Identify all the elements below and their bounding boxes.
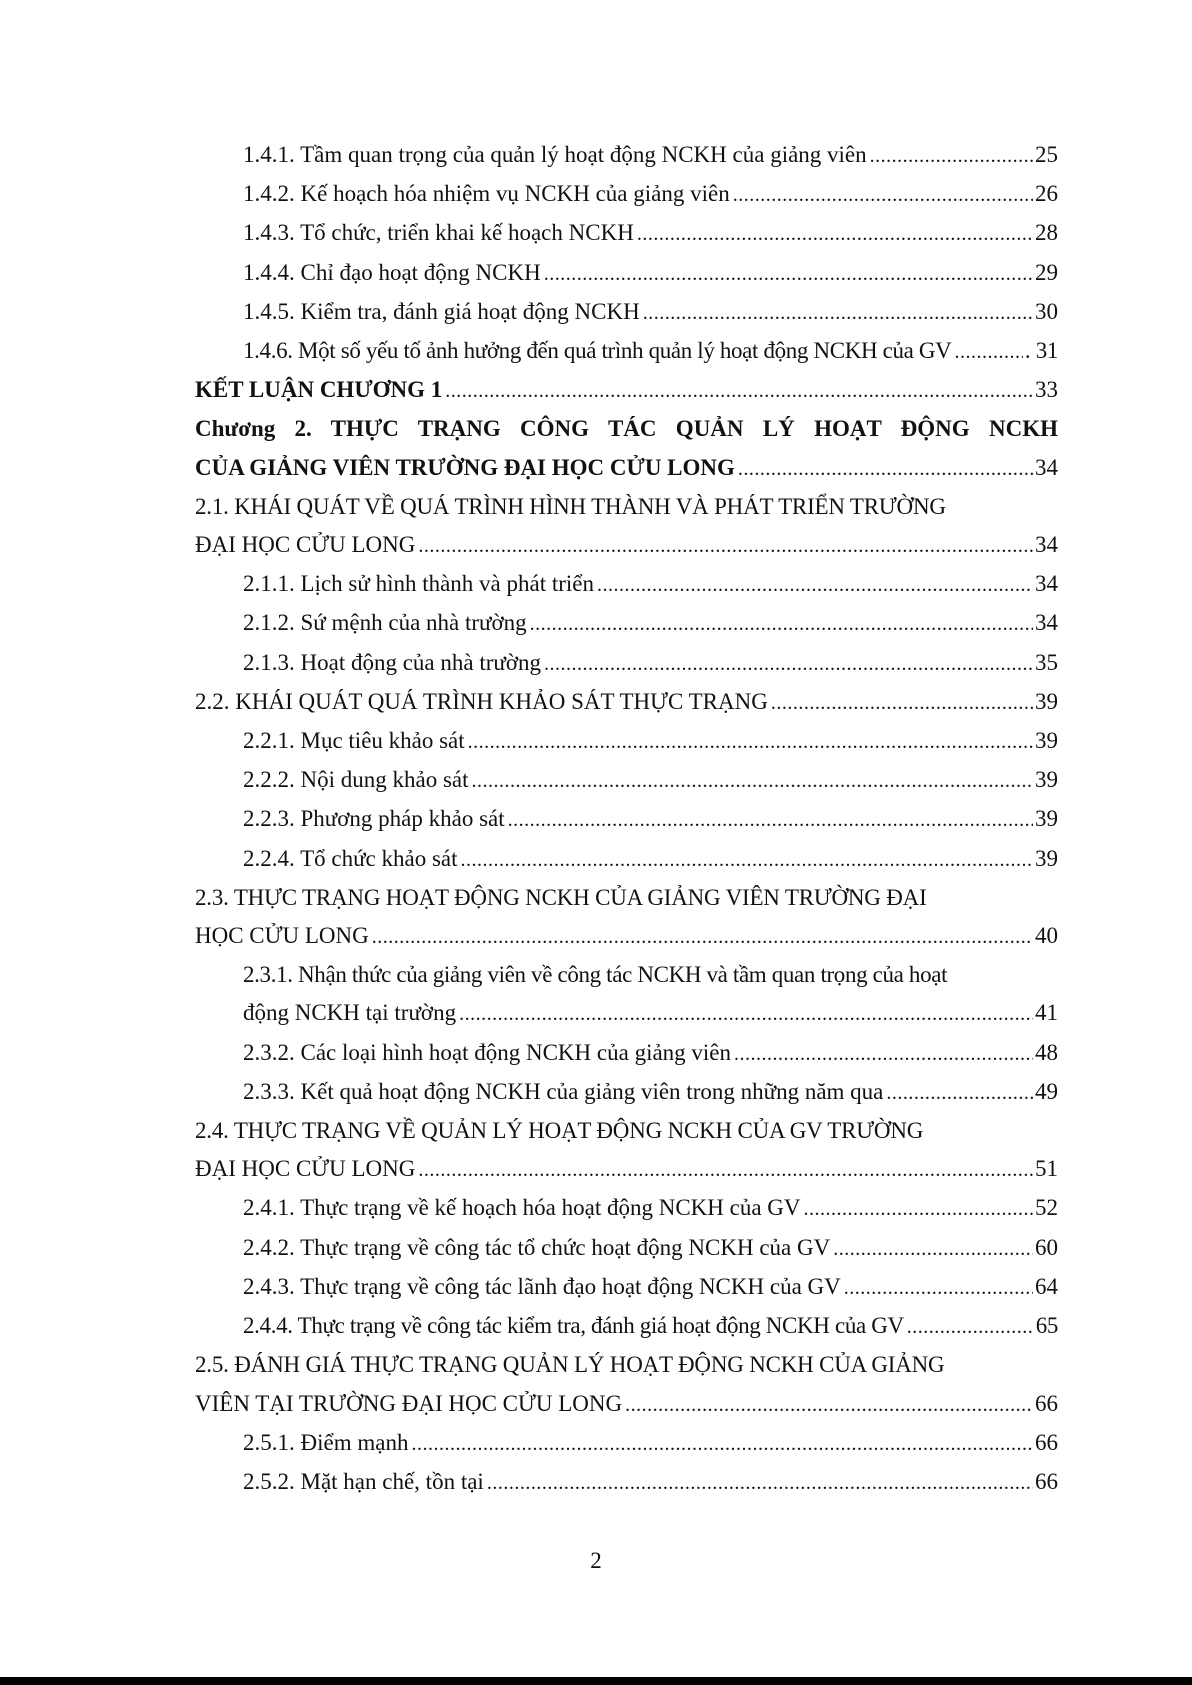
toc-page-number: 28 bbox=[1035, 220, 1058, 246]
toc-page-number: 39 bbox=[1035, 728, 1058, 754]
toc-page-number: 25 bbox=[1035, 142, 1058, 167]
toc-entry-1-4-1 bbox=[195, 136, 1058, 175]
toc-entry-label: 2.3.2. Các loại hình hoạt động NCKH của giảng viên bbox=[243, 1039, 732, 1065]
toc-entry-2-4 bbox=[195, 1150, 1058, 1189]
toc-page-number: 52 bbox=[1035, 1195, 1058, 1221]
dot-leader bbox=[771, 684, 1033, 722]
toc-page-number: 51 bbox=[1035, 1156, 1058, 1182]
toc-entry-label: 2.5.2. Mặt hạn chế, tồn tại bbox=[243, 1468, 484, 1494]
toc-entry-2-2-3 bbox=[195, 800, 1058, 839]
dot-leader bbox=[907, 1308, 1034, 1346]
toc-entry-2-5-1 bbox=[195, 1424, 1058, 1463]
dot-leader bbox=[508, 801, 1033, 839]
dot-leader bbox=[461, 841, 1033, 879]
toc-entry-label: 2.2.2. Nội dung khảo sát bbox=[243, 767, 469, 793]
toc-entry-2-2-1 bbox=[195, 722, 1058, 761]
toc-entry-2-1-2 bbox=[195, 604, 1058, 643]
toc-page-number: 35 bbox=[1035, 649, 1058, 675]
toc-page-number: 34 bbox=[1035, 571, 1058, 597]
toc-page-number: 48 bbox=[1035, 1039, 1058, 1065]
toc-entry-label: 2.4.4. Thực trạng về công tác kiểm tra, đánh giá hoạt động NCKH của GV bbox=[243, 1313, 904, 1339]
dot-leader bbox=[411, 1425, 1033, 1463]
toc-entry-label: ĐẠI HỌC CỬU LONG bbox=[195, 1156, 416, 1182]
toc-entry-1-4-5 bbox=[195, 293, 1058, 332]
toc-page-number: 66 bbox=[1035, 1390, 1058, 1416]
dot-leader bbox=[487, 1464, 1033, 1502]
bottom-edge-bar bbox=[0, 1677, 1192, 1685]
toc-entry-label: VIÊN TẠI TRƯỜNG ĐẠI HỌC CỬU LONG bbox=[195, 1390, 623, 1416]
page-number: 2 bbox=[590, 1548, 602, 1573]
toc-entry-2-3 bbox=[195, 917, 1058, 956]
toc-entry-2-2-4 bbox=[195, 840, 1058, 879]
toc-entry-2-5-line1: 2.5. ĐÁNH GIÁ THỰC TRẠNG QUẢN LÝ HOẠT ĐỘNG NCKH CỦA GIẢNG bbox=[195, 1352, 945, 1378]
toc-entry-2-4-2 bbox=[195, 1229, 1058, 1268]
toc-entry-2-3-1 bbox=[195, 994, 1058, 1033]
dot-leader bbox=[833, 1230, 1033, 1268]
toc-page-number: 49 bbox=[1035, 1078, 1058, 1104]
toc-entry-2-3-2 bbox=[195, 1034, 1058, 1073]
toc-entry-2-1 bbox=[195, 526, 1058, 565]
toc-page-number: 39 bbox=[1035, 767, 1058, 793]
dot-leader bbox=[734, 1035, 1033, 1073]
toc-entry-label: CỦA GIẢNG VIÊN TRƯỜNG ĐẠI HỌC CỬU LONG bbox=[195, 454, 735, 480]
toc-entry-1-4-3 bbox=[195, 214, 1058, 253]
toc-page-number: 33 bbox=[1035, 377, 1058, 403]
toc-entry-label: 1.4.5. Kiểm tra, đánh giá hoạt động NCKH bbox=[243, 298, 640, 324]
toc-entry-2-4-3 bbox=[195, 1268, 1058, 1307]
toc-page-number: 34 bbox=[1035, 532, 1058, 558]
toc-entry-2-1-line1: 2.1. KHÁI QUÁT VỀ QUÁ TRÌNH HÌNH THÀNH VÀ PHÁT TRIỂN TRƯỜNG bbox=[195, 493, 946, 519]
toc-entry-2-3-3 bbox=[195, 1073, 1058, 1112]
toc-entry-label: 1.4.2. Kế hoạch hóa nhiệm vụ NCKH của giảng viên bbox=[243, 181, 730, 207]
dot-leader bbox=[418, 1151, 1033, 1189]
toc-page-number: . 31 bbox=[1024, 338, 1058, 364]
dot-leader bbox=[625, 1386, 1033, 1424]
toc-entry-2-1-3 bbox=[195, 644, 1058, 683]
toc-page-number: 39 bbox=[1035, 845, 1058, 871]
dot-leader bbox=[844, 1269, 1033, 1307]
dot-leader bbox=[418, 527, 1033, 565]
toc-entry-label: 2.3.3. Kết quả hoạt động NCKH của giảng viên trong những năm qua bbox=[243, 1078, 884, 1104]
toc-entry-2-3-1-line1: 2.3.1. Nhận thức của giảng viên về công tác NCKH và tầm quan trọng của hoạt bbox=[243, 962, 948, 988]
dot-leader bbox=[445, 372, 1033, 410]
dot-leader bbox=[530, 605, 1033, 643]
toc-page-number: 39 bbox=[1035, 688, 1058, 714]
toc-entry-label: KẾT LUẬN CHƯƠNG 1 bbox=[195, 377, 443, 403]
toc-page-number: 34 bbox=[1035, 454, 1058, 480]
toc-entry-label: 2.1.3. Hoạt động của nhà trường bbox=[243, 649, 542, 675]
toc-page-number: 29 bbox=[1035, 259, 1058, 285]
toc-entry-label: 1.4.4. Chỉ đạo hoạt động NCKH bbox=[243, 259, 541, 285]
toc-entry-label: ĐẠI HỌC CỬU LONG bbox=[195, 532, 416, 558]
dot-leader bbox=[544, 255, 1033, 293]
toc-entry-label: 2.4.1. Thực trạng về kế hoạch hóa hoạt động NCKH của GV bbox=[243, 1195, 801, 1221]
toc-entry-2-4-line1: 2.4. THỰC TRẠNG VỀ QUẢN LÝ HOẠT ĐỘNG NCKH CỦA GV TRƯỜNG bbox=[195, 1118, 924, 1144]
toc-page-number: 40 bbox=[1035, 923, 1058, 949]
toc-page-number: 41 bbox=[1035, 1000, 1058, 1026]
toc-page-number: 39 bbox=[1035, 806, 1058, 832]
dot-leader bbox=[738, 450, 1033, 488]
toc-page-number: 66 bbox=[1035, 1468, 1058, 1494]
dot-leader bbox=[468, 723, 1033, 761]
toc-entry-label: 2.2.3. Phương pháp khảo sát bbox=[243, 806, 505, 832]
toc-entry-2-5 bbox=[195, 1385, 1058, 1424]
toc-entry-2-2 bbox=[195, 683, 1058, 722]
dot-leader bbox=[472, 762, 1033, 800]
toc-page-number: 26 bbox=[1035, 181, 1058, 207]
dot-leader bbox=[954, 333, 1022, 371]
toc-entry-label: 2.1.2. Sứ mệnh của nhà trường bbox=[243, 610, 527, 636]
toc-entry-1-4-2 bbox=[195, 175, 1058, 214]
toc-entry-1-4-4 bbox=[195, 254, 1058, 293]
dot-leader bbox=[544, 645, 1033, 683]
toc-entry-2-3-line1: 2.3. THỰC TRẠNG HOẠT ĐỘNG NCKH CỦA GIẢNG VIÊN TRƯỜNG ĐẠI bbox=[195, 884, 927, 910]
dot-leader bbox=[372, 918, 1033, 956]
dot-leader bbox=[597, 566, 1033, 604]
toc-entry-chuong-2-line1: Chương 2. THỰC TRẠNG CÔNG TÁC QUẢN LÝ HOẠT ĐỘNG NCKH bbox=[195, 416, 1058, 442]
toc-entry-label: 2.4.2. Thực trạng về công tác tổ chức hoạt động NCKH của GV bbox=[243, 1234, 831, 1260]
toc-entry-2-5-2 bbox=[195, 1463, 1058, 1502]
toc-entry-label: 2.1.1. Lịch sử hình thành và phát triển bbox=[243, 571, 595, 597]
toc-entry-label: 1.4.3. Tổ chức, triển khai kế hoạch NCKH bbox=[243, 220, 634, 246]
dot-leader bbox=[637, 215, 1033, 253]
toc-page-number: 60 bbox=[1035, 1234, 1058, 1260]
toc-entry-label: động NCKH tại trường bbox=[243, 1000, 457, 1026]
table-of-contents bbox=[195, 136, 1058, 1502]
toc-page-number: 66 bbox=[1035, 1429, 1058, 1455]
toc-entry-label: 2.2.1. Mục tiêu khảo sát bbox=[243, 728, 465, 754]
toc-page-number: 64 bbox=[1035, 1273, 1058, 1299]
toc-entry-label: 2.2.4. Tổ chức khảo sát bbox=[243, 845, 458, 871]
toc-entry-label: 1.4.1. Tầm quan trọng của quản lý hoạt động NCKH của giảng viên bbox=[243, 142, 867, 167]
dot-leader bbox=[804, 1190, 1033, 1228]
dot-leader bbox=[886, 1074, 1033, 1112]
dot-leader bbox=[459, 995, 1033, 1033]
dot-leader bbox=[733, 176, 1033, 214]
toc-entry-chuong-2 bbox=[195, 449, 1058, 488]
dot-leader bbox=[870, 137, 1033, 175]
toc-entry-label: 2.2. KHÁI QUÁT QUÁ TRÌNH KHẢO SÁT THỰC TRẠNG bbox=[195, 688, 768, 714]
toc-entry-2-2-2 bbox=[195, 761, 1058, 800]
toc-entry-2-4-4 bbox=[195, 1307, 1058, 1346]
toc-entry-ket-luan-chuong-1 bbox=[195, 371, 1058, 410]
toc-entry-label: 2.4.3. Thực trạng về công tác lãnh đạo hoạt động NCKH của GV bbox=[243, 1273, 841, 1299]
toc-page-number: 34 bbox=[1035, 610, 1058, 636]
toc-entry-2-4-1 bbox=[195, 1189, 1058, 1228]
toc-page-number: 30 bbox=[1035, 298, 1058, 324]
toc-entry-2-1-1 bbox=[195, 565, 1058, 604]
toc-entry-1-4-6 bbox=[195, 332, 1058, 371]
dot-leader bbox=[643, 294, 1033, 332]
toc-entry-label: 2.5.1. Điểm mạnh bbox=[243, 1429, 409, 1455]
toc-entry-label: 1.4.6. Một số yếu tố ảnh hưởng đến quá trình quản lý hoạt động NCKH của GV bbox=[243, 338, 952, 364]
toc-entry-label: HỌC CỬU LONG bbox=[195, 923, 369, 949]
toc-page-number: 65 bbox=[1035, 1313, 1058, 1339]
